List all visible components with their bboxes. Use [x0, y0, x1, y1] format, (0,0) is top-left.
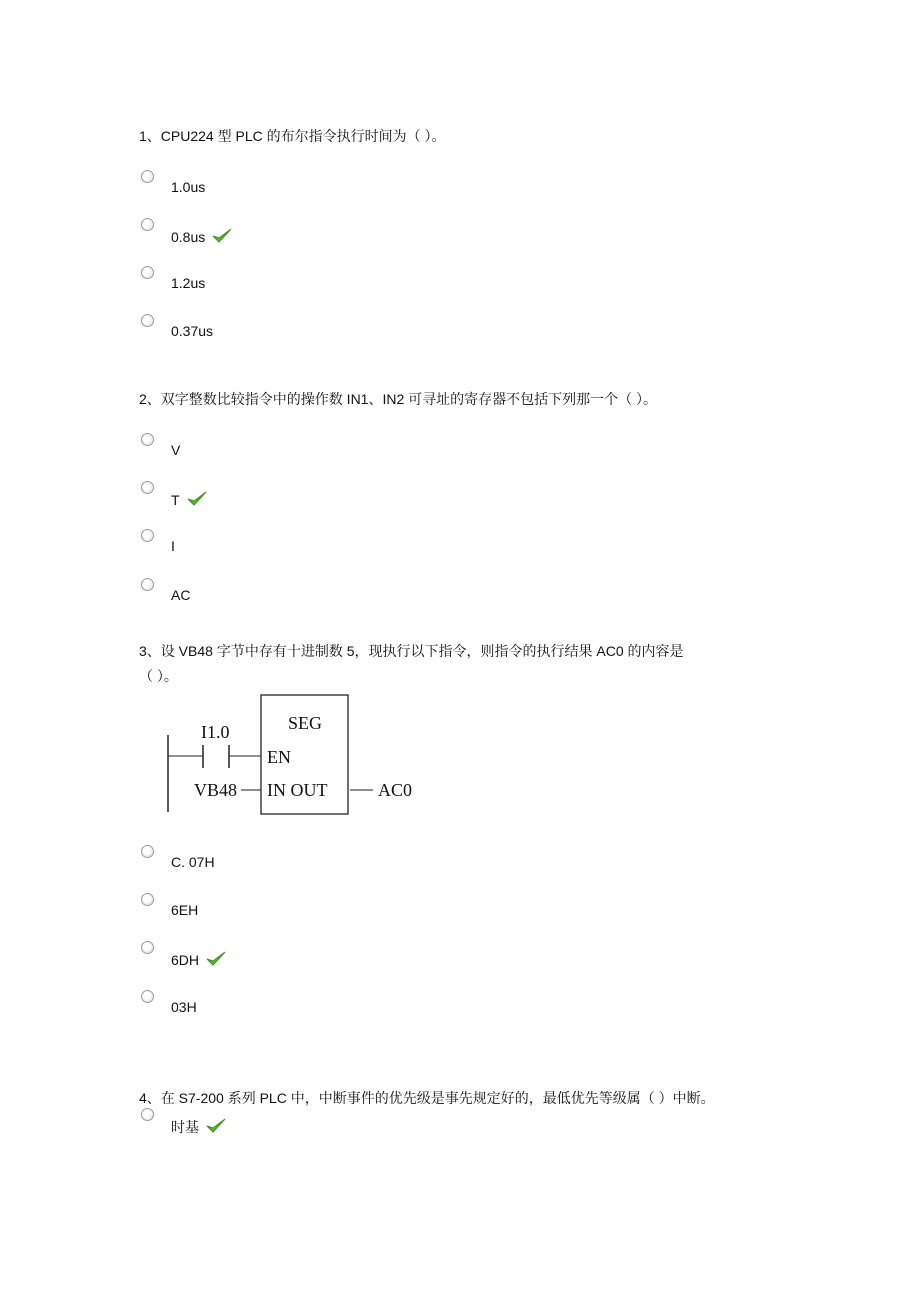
question-4-text: 4、在 S7-200 系列 PLC 中，中断事件的优先级是事先规定好的，最低优先等级属（ ）中断。 — [139, 1090, 715, 1106]
option-label — [171, 854, 215, 870]
radio-button[interactable] — [141, 529, 154, 542]
option-text: 6DH — [171, 952, 200, 968]
en-label: EN — [267, 747, 291, 767]
checkmark-icon — [186, 490, 208, 511]
radio-button[interactable] — [141, 266, 154, 279]
radio-button[interactable] — [141, 1108, 154, 1121]
radio-button[interactable] — [141, 170, 154, 183]
radio-button[interactable] — [141, 990, 154, 1003]
option-label — [171, 950, 227, 971]
radio-button[interactable] — [141, 218, 154, 231]
checkmark-icon — [205, 950, 227, 971]
checkmark-icon — [211, 227, 233, 248]
block-name: SEG — [288, 713, 323, 733]
option-label — [171, 538, 175, 554]
option-text: 时基 — [171, 1119, 199, 1135]
option-text: V — [171, 442, 181, 458]
option-label — [171, 902, 198, 918]
option-text: 0.8us — [171, 229, 206, 245]
option-label — [171, 227, 233, 248]
option-text: 0.37us — [171, 323, 214, 339]
option-label — [171, 275, 205, 291]
option-text: 03H — [171, 999, 197, 1015]
option-label — [171, 179, 205, 195]
question-2-text: 2、双字整数比较指令中的操作数 IN1、IN2 可寻址的寄存器不包括下列那一个（ ）。 — [139, 391, 658, 407]
output-label: AC0 — [378, 780, 413, 800]
radio-button[interactable] — [141, 941, 154, 954]
checkmark-icon — [205, 1117, 227, 1138]
radio-button[interactable] — [141, 578, 154, 591]
option-label — [171, 323, 213, 339]
option-label — [171, 442, 180, 458]
option-label — [171, 490, 208, 511]
option-text: AC — [171, 587, 191, 603]
question-3-text: 3、设 VB48 字节中存有十进制数 5，现执行以下指令，则指令的执行结果 AC0 的内容是 — [139, 643, 684, 659]
radio-button[interactable] — [141, 845, 154, 858]
option-text: 6EH — [171, 902, 199, 918]
option-text: 1.2us — [171, 275, 206, 291]
question-3-text-cont: （ ）。 — [139, 668, 178, 684]
option-label — [171, 1117, 227, 1138]
option-label — [171, 587, 190, 603]
radio-button[interactable] — [141, 481, 154, 494]
radio-button[interactable] — [141, 893, 154, 906]
radio-button[interactable] — [141, 433, 154, 446]
input-label: VB48 — [194, 780, 238, 800]
question-1-text: 1、CPU224 型 PLC 的布尔指令执行时间为（ ）。 — [139, 128, 446, 144]
contact-label: I1.0 — [201, 722, 230, 742]
in-out-label: IN OUT — [267, 780, 328, 800]
option-text: T — [171, 492, 180, 508]
radio-button[interactable] — [141, 314, 154, 327]
option-label — [171, 999, 197, 1015]
option-text: I — [171, 538, 175, 554]
option-text: 1.0us — [171, 179, 206, 195]
option-text: C. 07H — [171, 854, 215, 870]
